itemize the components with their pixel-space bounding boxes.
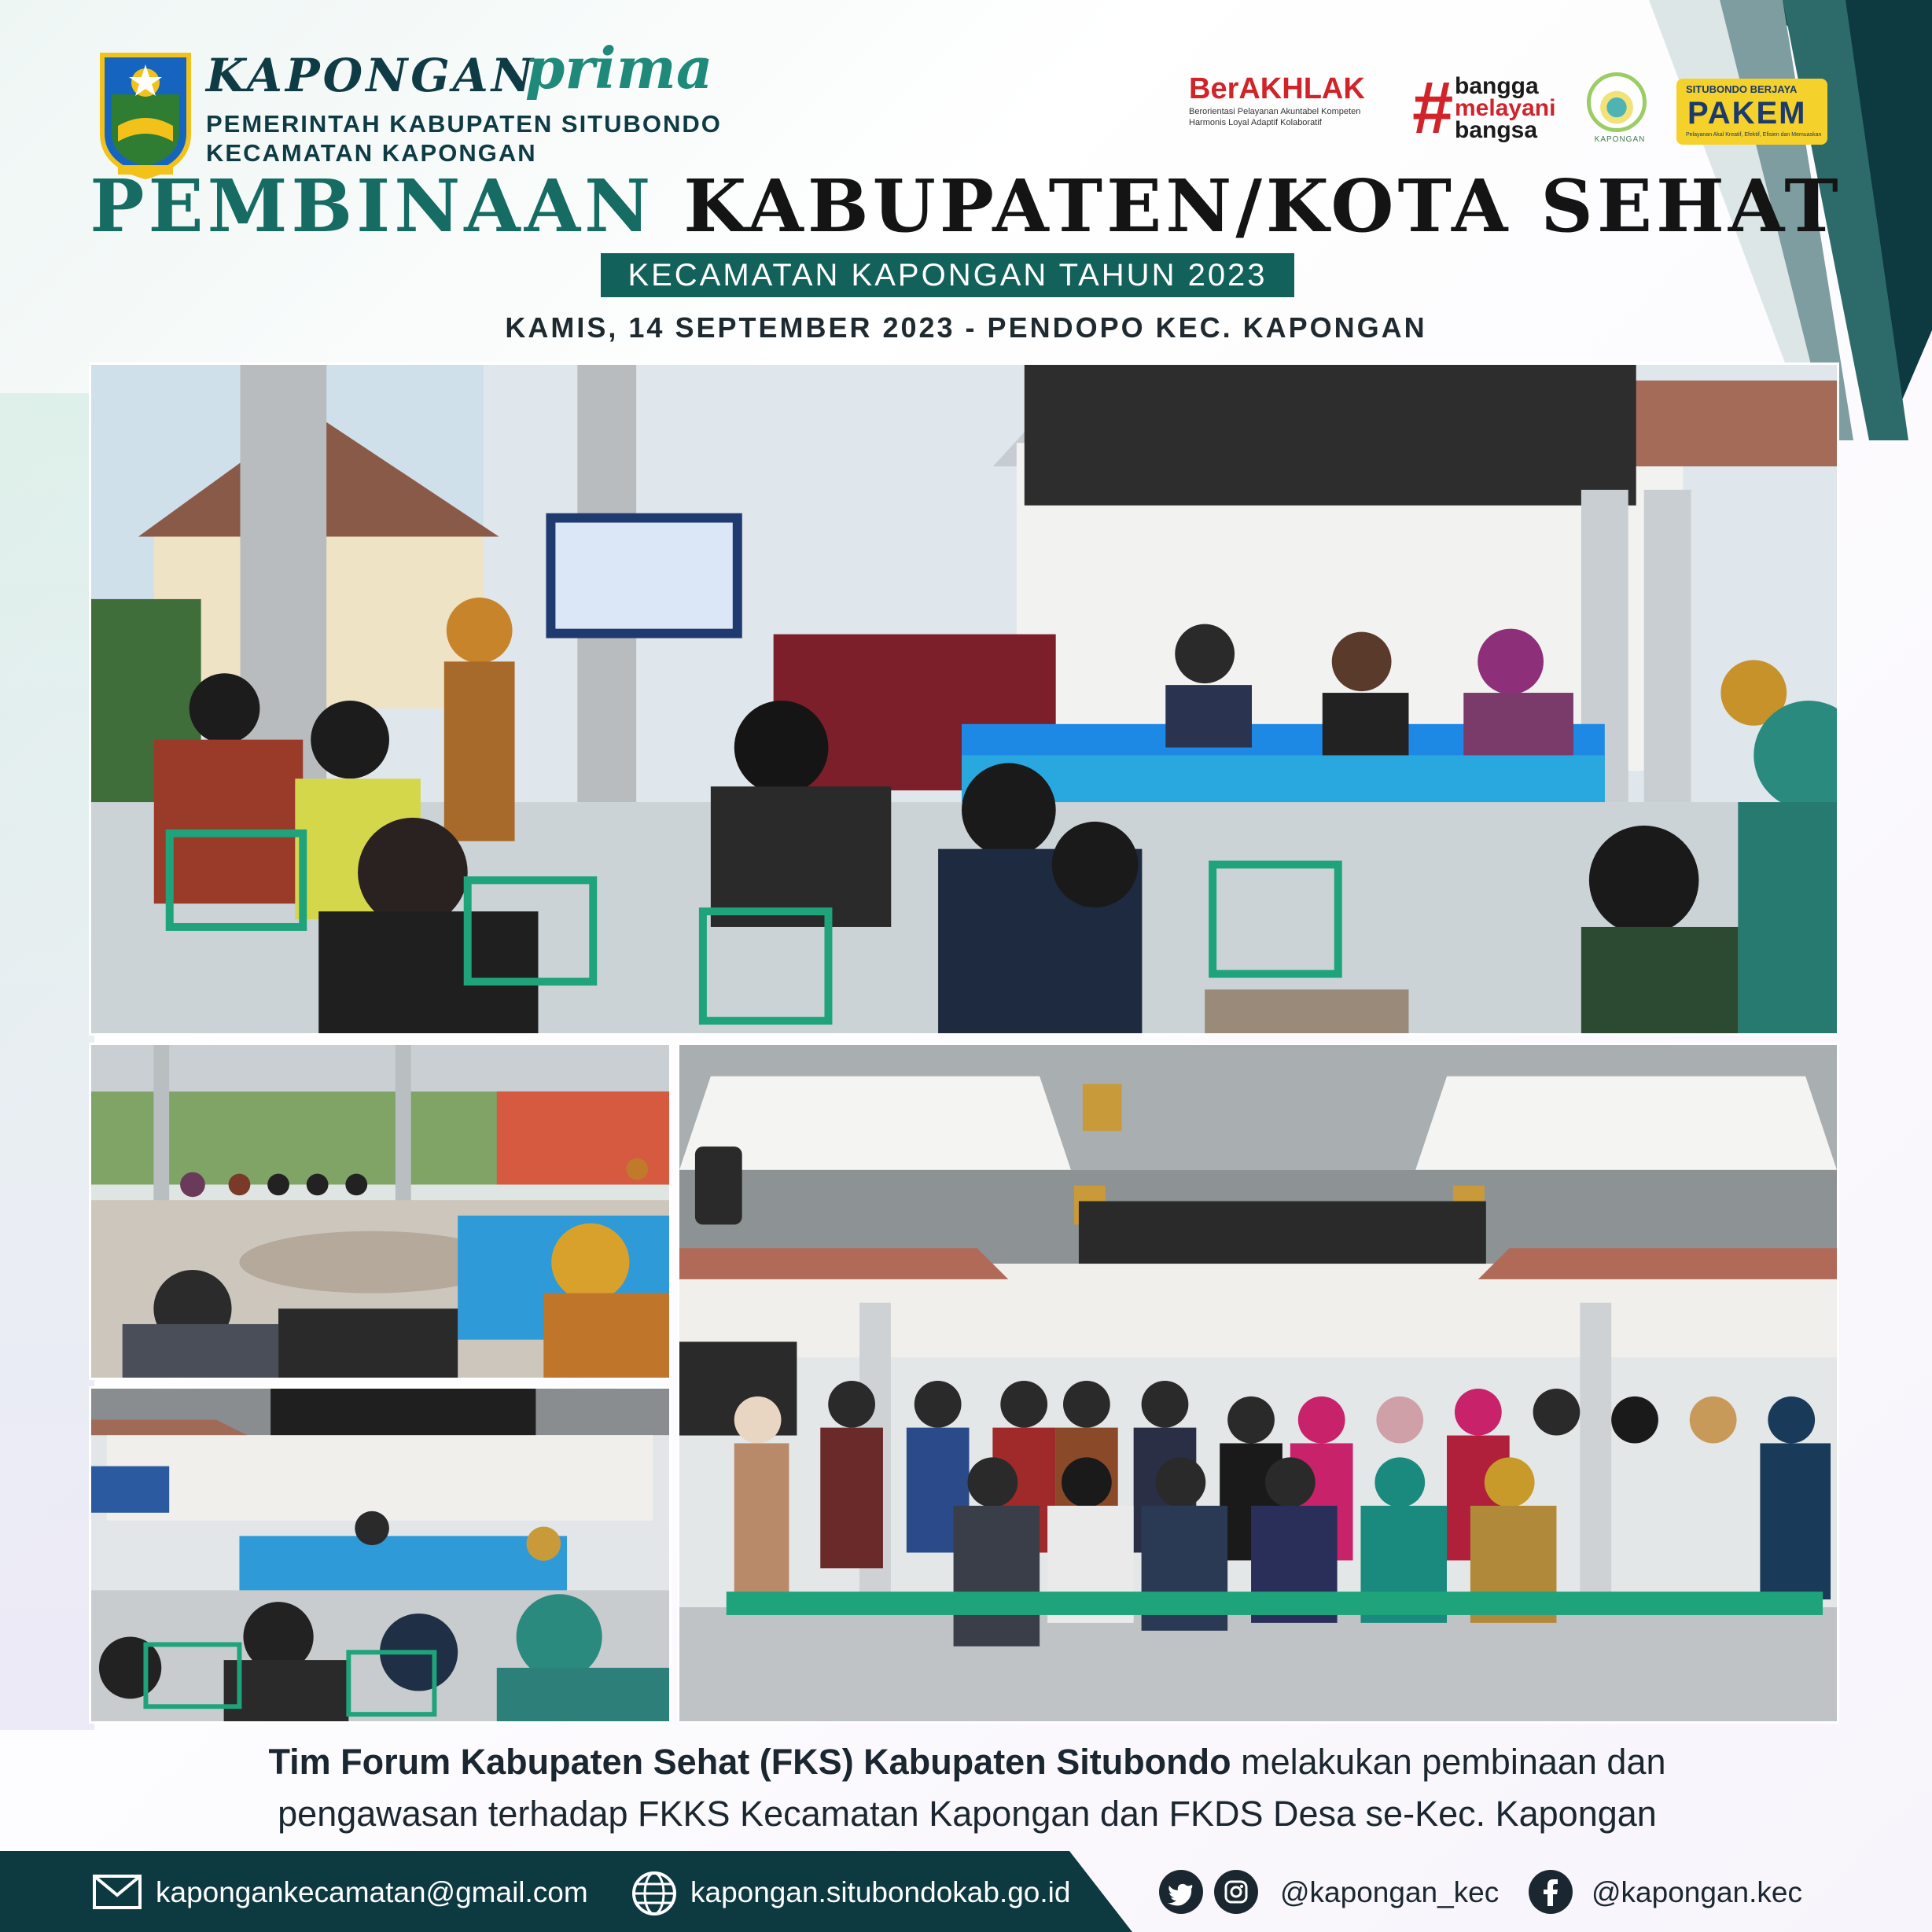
main-title bbox=[0, 164, 1932, 248]
event-caption bbox=[157, 1736, 1777, 1840]
footer-email[interactable]: kapongankecamatan@gmail.com bbox=[156, 1876, 588, 1908]
circle-emblem-icon bbox=[1587, 72, 1647, 132]
hashtag-icon: # bbox=[1412, 66, 1454, 149]
email-icon bbox=[93, 1875, 142, 1909]
district-line: KECAMATAN KAPONGAN bbox=[206, 139, 537, 167]
caption-line-2: pengawasan terhadap FKKS Kecamatan Kapongan dan FKDS Desa se-Kec. Kapongan bbox=[278, 1794, 1657, 1834]
bangga-word: bangga bbox=[1455, 73, 1539, 99]
photo-pavilion-wide bbox=[89, 1043, 672, 1380]
pakem-title: PAKEM bbox=[1687, 96, 1807, 131]
bangga-melayani-badge bbox=[1412, 66, 1570, 149]
caption-line-1 bbox=[157, 1736, 1777, 1788]
caption-bold: Tim Forum Kabupaten Sehat (FKS) Kabupaten Situbondo bbox=[268, 1742, 1231, 1782]
brand-prima: prima bbox=[525, 35, 713, 101]
footer-social-handle[interactable]: @kapongan_kec bbox=[1280, 1876, 1500, 1908]
photo-meeting-main bbox=[89, 362, 1839, 1036]
berakhlak-subtitle-2: Harmonis Loyal Adaptif Kolaboratif bbox=[1189, 118, 1322, 127]
government-line: PEMERINTAH KABUPATEN SITUBONDO bbox=[206, 110, 722, 138]
berakhlak-title: BerAKHLAK bbox=[1189, 72, 1365, 105]
footer bbox=[0, 1851, 1932, 1932]
footer-website[interactable]: kapongan.situbondokab.go.id bbox=[690, 1876, 1071, 1908]
background-wash bbox=[0, 393, 94, 1730]
pakem-badge bbox=[1676, 79, 1827, 145]
kapongan-circle-logo bbox=[1587, 72, 1653, 159]
title-kota-sehat: KABUPATEN/KOTA SEHAT bbox=[683, 164, 1842, 248]
berakhlak-badge bbox=[1189, 72, 1378, 143]
pakem-subtitle: Pelayanan Akal Kreatif, Efektif, Efisien dan Memuaskan bbox=[1686, 132, 1822, 138]
subtitle-banner: KECAMATAN KAPONGAN TAHUN 2023 bbox=[601, 253, 1294, 297]
situbondo-emblem-logo bbox=[94, 47, 197, 181]
pakem-tagline: SITUBONDO BERJAYA bbox=[1686, 83, 1798, 95]
brand-kapongan: KAPONGAN bbox=[206, 49, 536, 102]
photo-group bbox=[677, 1043, 1839, 1724]
facebook-icon[interactable] bbox=[1529, 1870, 1573, 1914]
footer-facebook-handle[interactable]: @kapongan.kec bbox=[1592, 1876, 1802, 1908]
melayani-word: melayani bbox=[1455, 95, 1556, 121]
berakhlak-subtitle-1: Berorientasi Pelayanan Akuntabel Kompeten bbox=[1189, 107, 1361, 116]
event-date-location: KAMIS, 14 SEPTEMBER 2023 - PENDOPO KEC. KAPONGAN bbox=[505, 311, 1427, 344]
title-pembinaan: PEMBINAAN bbox=[90, 164, 655, 248]
bangsa-word: bangsa bbox=[1455, 117, 1538, 143]
photo-presentation-table bbox=[89, 1386, 672, 1724]
caption-rest: melakukan pembinaan dan bbox=[1231, 1742, 1666, 1782]
circle-logo-label: KAPONGAN bbox=[1594, 135, 1646, 144]
instagram-icon[interactable] bbox=[1214, 1870, 1258, 1914]
globe-icon bbox=[631, 1870, 678, 1917]
twitter-icon[interactable] bbox=[1159, 1870, 1203, 1914]
